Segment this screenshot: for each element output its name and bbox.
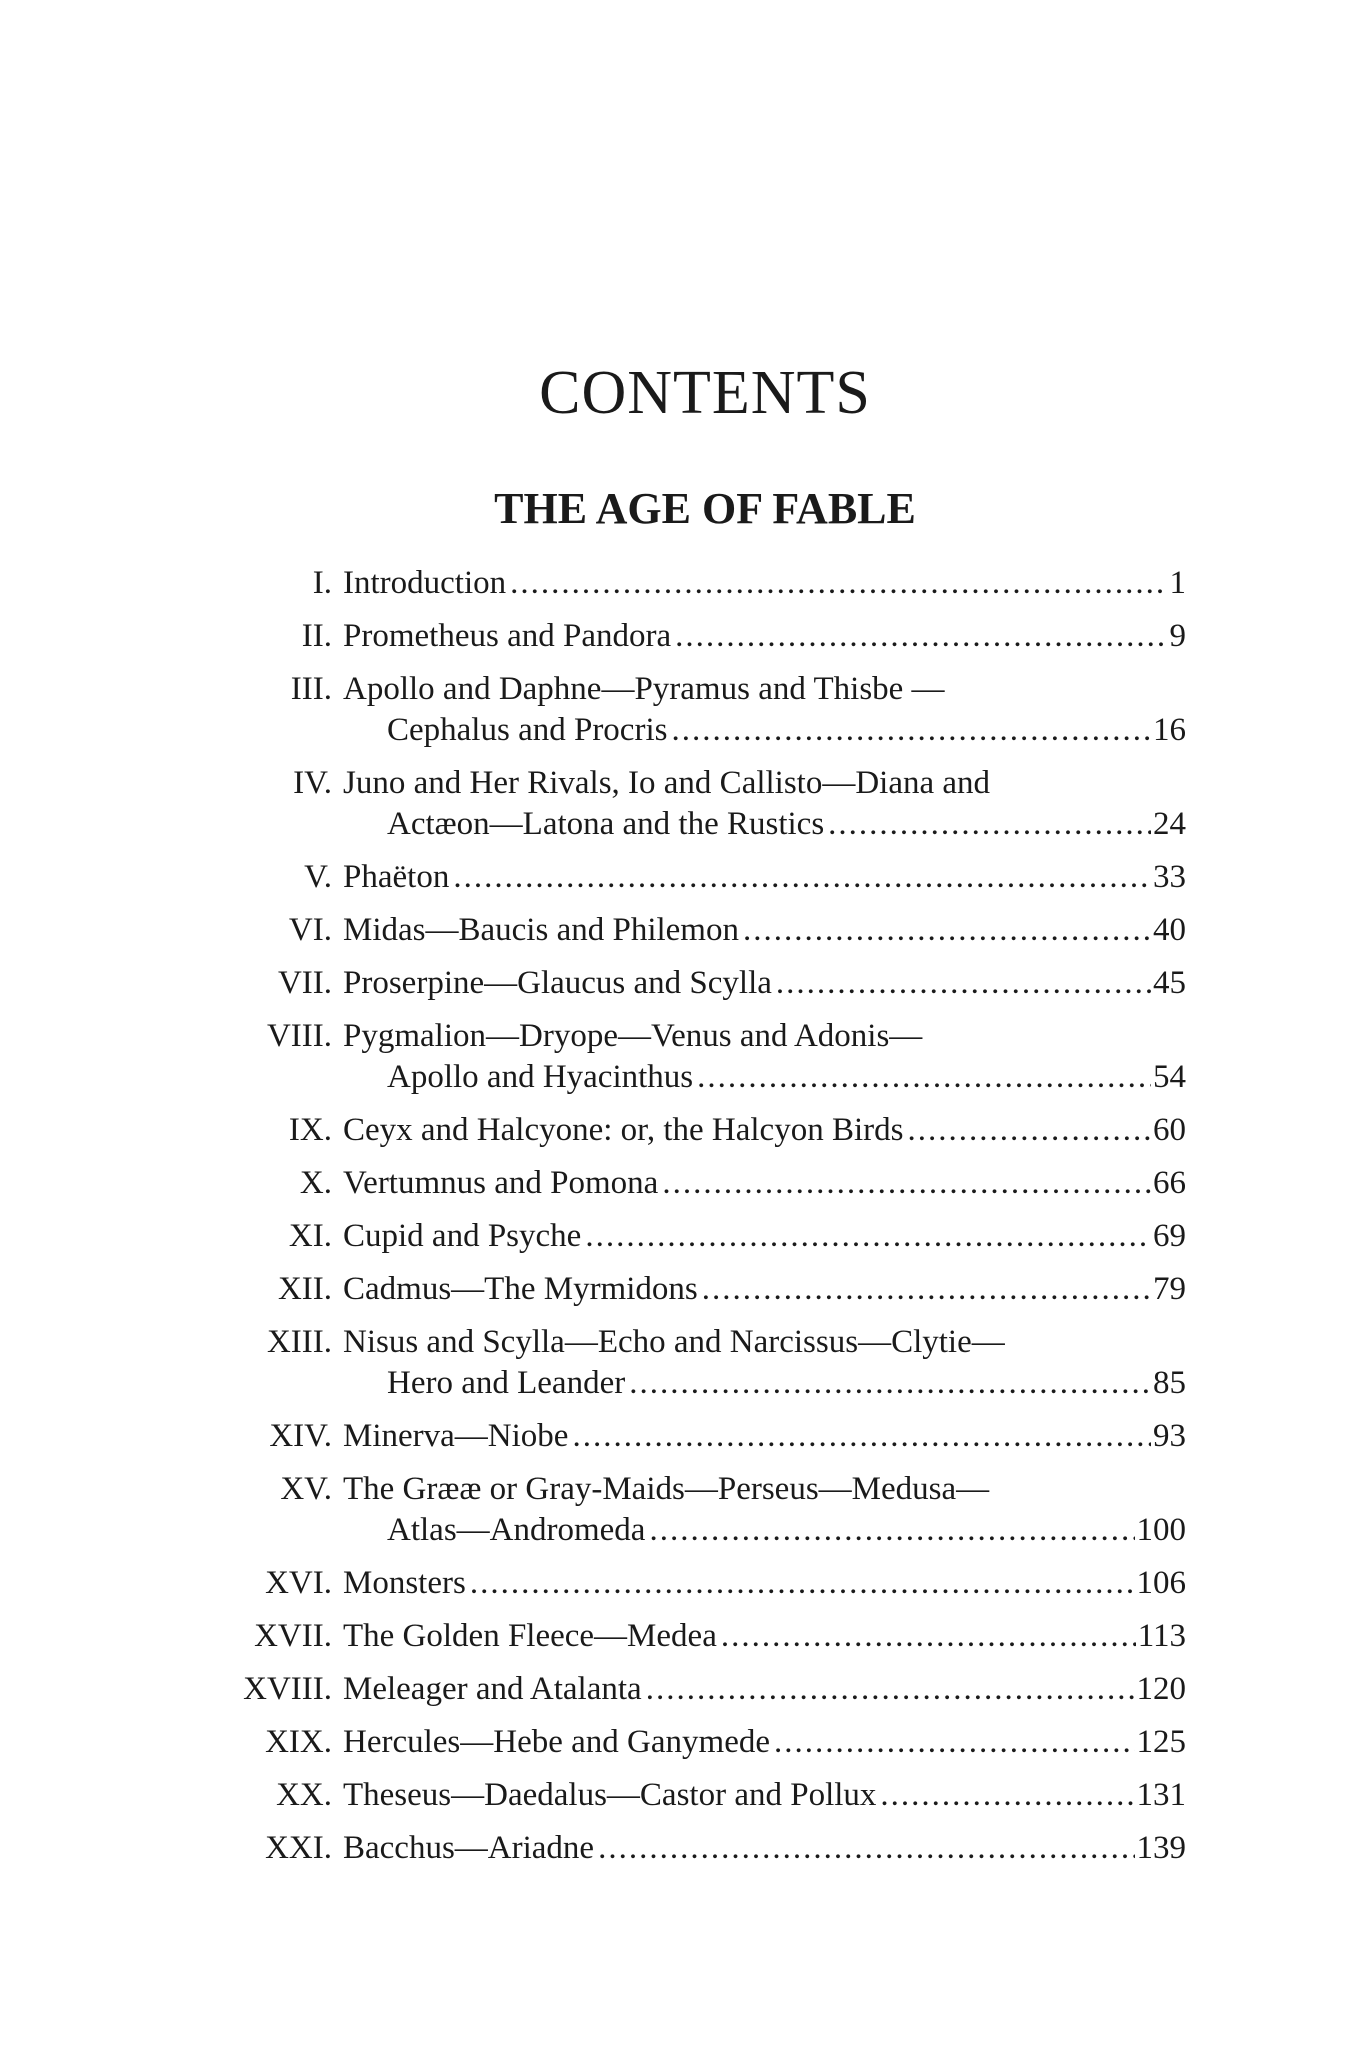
dot-leader bbox=[697, 1055, 1151, 1099]
chapter-title: Pygmalion—Dryope—Venus and Adonis— bbox=[343, 1018, 923, 1054]
toc-entry-line bbox=[0, 1055, 1365, 1099]
toc-leader-row bbox=[343, 614, 1186, 658]
dot-leader bbox=[629, 1361, 1151, 1405]
chapter-title: Bacchus—Ariadne bbox=[343, 1830, 595, 1866]
toc-leader-row bbox=[343, 1614, 1186, 1658]
dot-leader bbox=[743, 908, 1151, 952]
toc-entry-line bbox=[0, 614, 1365, 658]
toc-entry-line bbox=[0, 1720, 1365, 1764]
toc-entry-line bbox=[0, 1561, 1365, 1605]
toc-entry-line bbox=[0, 1014, 1365, 1058]
toc-leader-row bbox=[343, 1108, 1186, 1152]
dot-leader bbox=[702, 1267, 1151, 1311]
chapter-title: Theseus—Daedalus—Castor and Pollux bbox=[343, 1777, 877, 1813]
toc-leader-row bbox=[343, 1267, 1186, 1311]
chapter-number: XI. bbox=[288, 1218, 332, 1254]
chapter-number: XX. bbox=[276, 1777, 332, 1813]
toc-entry-line bbox=[0, 802, 1365, 846]
dot-leader bbox=[721, 1614, 1136, 1658]
toc-entry-line bbox=[0, 708, 1365, 752]
chapter-title: Atlas—Andromeda bbox=[387, 1512, 646, 1548]
toc-leader-row bbox=[387, 802, 1186, 846]
toc-entry-line bbox=[0, 1267, 1365, 1311]
page-number: 66 bbox=[1153, 1165, 1186, 1201]
chapter-title: Meleager and Atalanta bbox=[343, 1671, 642, 1707]
toc-leader-row bbox=[387, 1361, 1186, 1405]
toc-leader-row bbox=[343, 1561, 1186, 1605]
chapter-title: Hercules—Hebe and Ganymede bbox=[343, 1724, 770, 1760]
toc-leader-row bbox=[343, 1773, 1186, 1817]
toc-entry-line bbox=[0, 1773, 1365, 1817]
toc-entry-line bbox=[0, 1508, 1365, 1552]
dot-leader bbox=[774, 1720, 1135, 1764]
chapter-title: Proserpine—Glaucus and Scylla bbox=[343, 965, 772, 1001]
page-number: 131 bbox=[1136, 1777, 1186, 1813]
chapter-title: Hero and Leander bbox=[387, 1365, 626, 1401]
toc-leader-row bbox=[387, 1508, 1186, 1552]
dot-leader bbox=[470, 1561, 1135, 1605]
dot-leader bbox=[510, 561, 1167, 605]
toc-entry-line bbox=[0, 667, 1365, 711]
toc-leader-row bbox=[343, 1161, 1186, 1205]
page-number: 106 bbox=[1136, 1565, 1186, 1601]
section-title: THE AGE OF FABLE bbox=[494, 484, 916, 533]
page-title: CONTENTS bbox=[539, 359, 871, 427]
chapter-number: XVIII. bbox=[243, 1671, 332, 1707]
page-number: 125 bbox=[1136, 1724, 1186, 1760]
chapter-number: V. bbox=[304, 859, 332, 895]
toc-entry-line bbox=[0, 1667, 1365, 1711]
dot-leader bbox=[880, 1773, 1134, 1817]
chapter-number: I. bbox=[312, 565, 332, 601]
chapter-number: III. bbox=[290, 671, 332, 707]
toc-leader-row bbox=[387, 1055, 1186, 1099]
page-number: 69 bbox=[1153, 1218, 1186, 1254]
toc-leader-row bbox=[343, 1667, 1186, 1711]
toc-entry-line bbox=[0, 1826, 1365, 1870]
chapter-title: Ceyx and Halcyone: or, the Halcyon Birds bbox=[343, 1112, 904, 1148]
chapter-title: Juno and Her Rivals, Io and Callisto—Diana and bbox=[343, 765, 991, 801]
toc-entry-line bbox=[0, 1414, 1365, 1458]
page-number: 45 bbox=[1153, 965, 1186, 1001]
page-number: 16 bbox=[1153, 712, 1186, 748]
dot-leader bbox=[662, 1161, 1151, 1205]
page-number: 113 bbox=[1137, 1618, 1186, 1654]
page-number: 60 bbox=[1153, 1112, 1186, 1148]
chapter-title: The Golden Fleece—Medea bbox=[343, 1618, 717, 1654]
chapter-title: Prometheus and Pandora bbox=[343, 618, 672, 654]
toc-leader-row bbox=[343, 1826, 1186, 1870]
dot-leader bbox=[671, 708, 1151, 752]
dot-leader bbox=[453, 855, 1151, 899]
toc-entry-line bbox=[0, 908, 1365, 952]
page-number: 120 bbox=[1136, 1671, 1186, 1707]
page-number: 93 bbox=[1153, 1418, 1186, 1454]
dot-leader bbox=[675, 614, 1167, 658]
toc-leader-row bbox=[343, 561, 1186, 605]
page-number: 85 bbox=[1153, 1365, 1186, 1401]
page-number: 9 bbox=[1169, 618, 1186, 654]
toc-leader-row bbox=[343, 961, 1186, 1005]
chapter-title: The Grææ or Gray-Maids—Perseus—Medusa— bbox=[343, 1471, 990, 1507]
dot-leader bbox=[572, 1414, 1151, 1458]
toc-leader-row bbox=[343, 1720, 1186, 1764]
dot-leader bbox=[585, 1214, 1151, 1258]
toc-entry-line bbox=[0, 1320, 1365, 1364]
chapter-number: XIX. bbox=[265, 1724, 332, 1760]
chapter-title: Monsters bbox=[343, 1565, 466, 1601]
chapter-number: IX. bbox=[288, 1112, 332, 1148]
chapter-number: II. bbox=[301, 618, 332, 654]
chapter-number: XIV. bbox=[269, 1418, 332, 1454]
chapter-number: XXI. bbox=[265, 1830, 332, 1866]
chapter-number: VII. bbox=[277, 965, 332, 1001]
toc-entry-line bbox=[0, 561, 1365, 605]
chapter-number: X. bbox=[299, 1165, 332, 1201]
chapter-title: Cadmus—The Myrmidons bbox=[343, 1271, 698, 1307]
page-number: 40 bbox=[1153, 912, 1186, 948]
dot-leader bbox=[776, 961, 1151, 1005]
chapter-title: Cupid and Psyche bbox=[343, 1218, 582, 1254]
chapter-title: Phaëton bbox=[343, 859, 450, 895]
page-number: 24 bbox=[1153, 806, 1186, 842]
page-number: 1 bbox=[1169, 565, 1186, 601]
chapter-title: Midas—Baucis and Philemon bbox=[343, 912, 739, 948]
chapter-number: XVII. bbox=[254, 1618, 332, 1654]
page-number: 33 bbox=[1153, 859, 1186, 895]
chapter-number: IV. bbox=[293, 765, 332, 801]
toc-leader-row bbox=[343, 855, 1186, 899]
toc-entry-line bbox=[0, 761, 1365, 805]
chapter-number: XIII. bbox=[266, 1324, 332, 1360]
toc-entry-line bbox=[0, 1467, 1365, 1511]
chapter-number: XVI. bbox=[265, 1565, 332, 1601]
chapter-title: Apollo and Hyacinthus bbox=[387, 1059, 694, 1095]
toc-entry-line bbox=[0, 1161, 1365, 1205]
page-number: 54 bbox=[1153, 1059, 1186, 1095]
page-number: 100 bbox=[1136, 1512, 1186, 1548]
toc-leader-row bbox=[387, 708, 1186, 752]
chapter-number: VI. bbox=[288, 912, 332, 948]
chapter-number: XII. bbox=[277, 1271, 332, 1307]
toc-entry-line bbox=[0, 1361, 1365, 1405]
chapter-number: VIII. bbox=[266, 1018, 332, 1054]
chapter-title: Apollo and Daphne—Pyramus and Thisbe — bbox=[343, 671, 945, 707]
chapter-title: Actæon—Latona and the Rustics bbox=[387, 806, 825, 842]
page-number: 139 bbox=[1136, 1830, 1186, 1866]
chapter-title: Minerva—Niobe bbox=[343, 1418, 569, 1454]
chapter-title: Nisus and Scylla—Echo and Narcissus—Clytie— bbox=[343, 1324, 1005, 1360]
toc-entry-line bbox=[0, 1108, 1365, 1152]
toc-leader-row bbox=[343, 1414, 1186, 1458]
chapter-number: XV. bbox=[280, 1471, 332, 1507]
dot-leader bbox=[649, 1508, 1134, 1552]
dot-leader bbox=[828, 802, 1151, 846]
dot-leader bbox=[598, 1826, 1134, 1870]
chapter-title: Vertumnus and Pomona bbox=[343, 1165, 659, 1201]
toc-entry-line bbox=[0, 1214, 1365, 1258]
chapter-title: Introduction bbox=[343, 565, 507, 601]
dot-leader bbox=[646, 1667, 1135, 1711]
toc-entry-line bbox=[0, 961, 1365, 1005]
toc-entry-line bbox=[0, 855, 1365, 899]
toc-leader-row bbox=[343, 1214, 1186, 1258]
toc-leader-row bbox=[343, 908, 1186, 952]
dot-leader bbox=[907, 1108, 1151, 1152]
chapter-title: Cephalus and Procris bbox=[387, 712, 668, 748]
page-number: 79 bbox=[1153, 1271, 1186, 1307]
toc-entry-line bbox=[0, 1614, 1365, 1658]
